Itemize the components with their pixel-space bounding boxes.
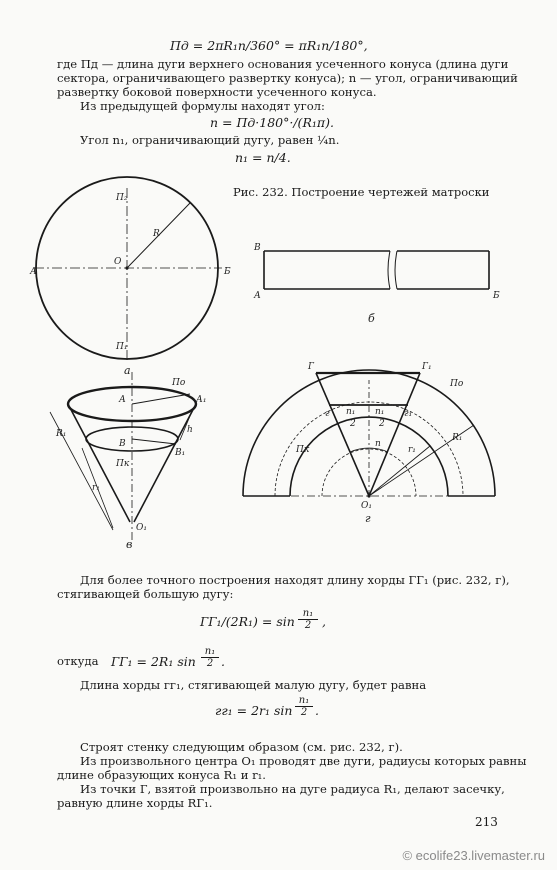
formula-chord1-comma: , — [322, 614, 326, 629]
fig-v-label-r1: r₁ — [92, 483, 100, 493]
formula-chord2-den: 2 — [206, 658, 214, 669]
fig-g-center-point — [367, 494, 370, 497]
fig-g-label-n1a: n₁ — [346, 407, 356, 417]
fig-v-label-Pk: Пк — [116, 459, 130, 469]
para8-line2: равную длине хорды RГ₁. — [57, 796, 213, 810]
figure-caption: Рис. 232. Построение чертежей матроски — [233, 185, 490, 199]
formula-chord3-dot: . — [315, 703, 319, 718]
fig-a-label-P2: П₂ — [116, 193, 128, 203]
formula-n1: n₁ = n/4. — [235, 150, 291, 165]
fig-v-label-B: В — [119, 439, 126, 449]
para4-line2: стягивающей большую дугу: — [57, 587, 234, 601]
fig-v-label-h: h — [187, 425, 193, 435]
fig-g-inner-arc — [290, 417, 448, 496]
fig-g-label-r1: r₁ — [408, 445, 416, 455]
fig-g-label-g: г — [325, 409, 330, 419]
fig-b-label-B: Б — [493, 291, 500, 301]
fig-g-label-2b: 2 — [379, 419, 385, 429]
page-number: 213 — [475, 815, 498, 829]
fig-g-label-Pk: Пк — [296, 445, 310, 455]
fig-v-radius-top — [132, 394, 190, 404]
otkuda: откуда — [57, 654, 99, 668]
para7-line1: Из произвольного центра О₁ проводят две дуги, радиусы которых равны — [80, 754, 527, 768]
para5: Длина хорды гг₁, стягивающей малую дугу, будет равна — [80, 678, 427, 692]
formula-chord1-den: 2 — [304, 620, 312, 631]
fig-g-ray-right — [369, 373, 420, 496]
formula-chord1-frac — [298, 608, 318, 631]
fig-b-label-A: А — [254, 291, 261, 301]
fig-v-label-A1: А₁ — [196, 395, 207, 405]
para4-line1: Для более точного построения находят длину хорды ГГ₁ (рис. 232, г), — [80, 573, 510, 587]
fig-a-label-B: Б — [224, 267, 231, 277]
fig-b-rect-left — [264, 251, 390, 289]
fig-v-letter: в — [126, 538, 133, 551]
para2: Из предыдущей формулы находят угол: — [80, 99, 325, 113]
fig-g-label-G: Г — [308, 362, 314, 372]
para3: Угол n₁, ограничивающий дугу, равен ¼n. — [80, 133, 340, 147]
fig-g-label-2a: 2 — [350, 419, 356, 429]
fig-g-label-O1: О₁ — [361, 501, 372, 511]
fig-b-rect-right — [397, 251, 489, 289]
formula-chord3-num: n₁ — [295, 695, 313, 707]
para8-line1: Из точки Г, взятой произвольно на дуге радиуса R₁, делают засечку, — [80, 782, 505, 796]
fig-v-label-Po: По — [172, 378, 186, 388]
formula-top: Пд = 2πR₁n/360° = πR₁n/180°, — [170, 38, 368, 53]
fig-a-letter: а — [124, 364, 131, 377]
fig-v-label-R1: R₁ — [56, 429, 67, 439]
fig-v-label-B1: В₁ — [175, 448, 186, 458]
fig-g-radius-r1 — [369, 446, 430, 496]
fig-g-label-R1: R₁ — [452, 433, 463, 443]
fig-g-label-n: n — [375, 439, 381, 449]
formula-chord2-num: n₁ — [201, 646, 219, 658]
formula-chord2-frac — [201, 646, 219, 669]
fig-b-break — [388, 251, 397, 289]
formula-chord3-left: гг₁ = 2r₁ sin — [215, 703, 293, 718]
fig-a-label-A: А — [30, 267, 37, 277]
formula-angle: n = Пд·180°·/(R₁π). — [210, 115, 334, 130]
para1-line3: развертку боковой поверхности усеченного конуса. — [57, 85, 377, 99]
formula-chord2-left: ГГ₁ = 2R₁ sin — [111, 654, 196, 669]
formula-chord1-num: n₁ — [298, 608, 318, 620]
fig-b-label-V: В — [254, 243, 261, 253]
fig-a-center-point — [125, 266, 128, 269]
fig-a-label-O: О — [114, 257, 122, 267]
fig-a-label-P1: П₁ — [116, 342, 128, 352]
para7-line2: длине образующих конуса R₁ и r₁. — [57, 768, 266, 782]
fig-b-letter: б — [368, 312, 375, 325]
formula-chord2-dot: . — [221, 654, 225, 669]
para1-line1: где Пд — длина дуги верхнего основания усеченного конуса (длина дуги — [57, 57, 509, 71]
fig-g-label-G1: Г₁ — [422, 362, 432, 372]
fig-g-label-n1b: n₁ — [375, 407, 385, 417]
fig-g-letter: г — [365, 512, 371, 525]
fig-v-label-O1: О₁ — [136, 523, 147, 533]
formula-chord1-left: ГГ₁/(2R₁) = sin — [200, 614, 295, 629]
formula-chord3-den: 2 — [300, 707, 308, 718]
para1-line2: сектора, ограничивающего развертку конуса); n — угол, ограничивающий — [57, 71, 518, 85]
fig-g-ray-left — [316, 373, 369, 496]
watermark: © ecolife23.livemaster.ru — [402, 848, 545, 863]
fig-v-radius-bottom — [132, 439, 176, 444]
para6: Строят стенку следующим образом (см. рис. 232, г). — [80, 740, 403, 754]
fig-g-label-Po: По — [450, 379, 464, 389]
fig-g-label-g1: г₁ — [404, 409, 413, 419]
fig-v-label-A: А — [119, 395, 126, 405]
formula-chord3-frac — [295, 695, 313, 718]
fig-a-label-R: R — [153, 229, 160, 239]
